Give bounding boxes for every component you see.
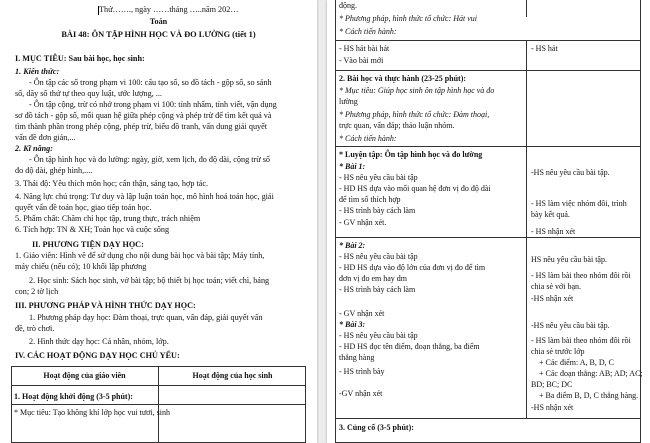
review-heading: * Luyện tập: Ôn tập hình học và đo lường <box>339 150 483 159</box>
exercise-2-student: - HS làm bài theo nhóm đôi rồi <box>531 271 631 280</box>
exercise-1-student: -HS nêu yêu cầu bài tập. <box>531 168 610 177</box>
practice-objective: lường <box>339 97 358 106</box>
warmup-method: * Phương pháp, hình thức tổ chức: Hát vui <box>339 14 478 23</box>
document-page-left <box>0 0 317 443</box>
exercise-3-student: -HS nhận xét <box>531 403 574 412</box>
exercise-3-step: - HS trình bày <box>339 367 385 376</box>
skills-line: đo độ dài, ghép hình,.... <box>15 166 93 175</box>
exercise-3-student: -HS nêu yêu cầu bài tập. <box>531 321 610 330</box>
exercise-3-label: * Bài 3: <box>339 320 366 329</box>
practice-method: trực quan, vấn đáp; thảo luận nhóm. <box>339 121 455 130</box>
attitude-line: 3. Thái độ: Yêu thích môn học; cẩn thận, sáng tạo, hợp tác. <box>15 179 209 188</box>
exercise-1-student: bày kết quả. <box>531 210 570 219</box>
table-row-divider <box>335 418 641 419</box>
col-header-teacher: Hoạt động của giáo viên <box>43 371 126 380</box>
exercise-1-student: - HS làm việc nhóm đôi, trình <box>531 199 627 208</box>
knowledge-line: - Ôn tập các số trong phạm vi 100: cấu tạo số, so đồ tách - gộp số, so sánh <box>29 78 272 87</box>
integration-line: 6. Tích hợp: TN & XH; Toán học và cuộc sống <box>15 225 170 234</box>
exercise-2-step: - HS nêu yêu cầu bài tập <box>339 252 418 261</box>
exercise-1-label: * Bài 1: <box>339 162 366 171</box>
knowledge-line: sơ đồ tách - gộp số, mối quan hệ giữa phép cộng và phép trừ để tìm kết quả và <box>15 111 272 120</box>
exercise-3-student: + Ba điểm B, D, C thẳng hàng. <box>539 391 639 400</box>
table-row-divider <box>335 70 641 71</box>
methods-heading: III. PHƯƠNG PHÁP VÀ HÌNH THỨC DẠY HỌC: <box>15 301 196 310</box>
exercise-2-student: HS nêu yêu cầu bài tập. <box>531 255 607 264</box>
warmup-teacher-step: - HS hát bài hát <box>339 44 390 53</box>
warmup-procedure-heading: * Cách tiến hành: <box>339 27 397 36</box>
knowledge-line: - Ôn tập cộng, trừ có nhớ trong phạm vi 100: tính nhẩm, tính viết, vận dụng <box>29 100 277 109</box>
knowledge-line: tìm thành phần trong phép cộng, phép trừ, biểu đồ tranh, vấn dung giải quyết <box>15 122 268 131</box>
exercise-3-student: BD; BC; DC <box>531 380 573 389</box>
practice-procedure-heading: * Cách tiến hành: <box>339 134 397 143</box>
warmup-objective: * Mục tiêu: Tạo không khí lớp học vui tươi, sinh <box>14 408 170 417</box>
knowledge-line: vấn đề đơn giản,... <box>15 133 76 142</box>
table-row-divider <box>335 237 641 238</box>
skills-heading: 2. Kĩ năng: <box>15 144 53 153</box>
materials-heading: II. PHƯƠNG TIỆN DẠY HỌC: <box>32 240 144 249</box>
table-row-divider <box>11 404 306 405</box>
exercise-3-student: - HS làm bài theo nhóm đôi rồi <box>531 336 631 345</box>
teacher-materials-line: máy chiếu (nếu có); 10 khối lập phương <box>15 262 147 271</box>
exercise-1-step: - HS nêu yêu cầu bài tập <box>339 173 418 182</box>
competence-line: quyết vấn đề toán học, giao tiếp toán học. <box>15 203 152 212</box>
competence-line: 4. Năng lực chú trọng: Tư duy và lập luận toán học, mô hình hoá toán học, giải <box>15 192 274 201</box>
knowledge-line: số, dãy số thứ tự theo quy luật, ước lượng, ... <box>15 89 162 98</box>
student-materials-line: con; 2 tờ lịch <box>15 287 59 296</box>
header-date: Thứ……., ngày ……tháng …..năm 202… <box>99 5 239 14</box>
practice-method: * Phương pháp, hình thức tổ chức: Đàm thoại, <box>339 110 490 119</box>
methods-line: đề, trò chơi. <box>15 324 55 333</box>
objective-continued: động. <box>339 1 357 10</box>
exercise-2-label: * Bài 2: <box>339 241 366 250</box>
exercise-3-step: - HS nêu yêu cầu bài tập <box>339 331 418 340</box>
student-materials-line: 2. Học sinh: Sách học sinh, vở bài tập; bộ thiết bị học toán; viết chì, bảng <box>29 276 270 285</box>
exercise-3-step: - HD HS đọc tên điểm, đoạn thẳng, ba điểm <box>339 342 480 351</box>
table-column-divider <box>526 146 527 418</box>
exercise-3-step: -GV nhận xét <box>339 389 383 398</box>
exercise-2-step: - GV nhận xét <box>339 309 385 318</box>
knowledge-heading: 1. Kiến thức: <box>15 67 60 76</box>
warmup-student-step: - HS hát <box>531 44 558 53</box>
exercise-3-step: thẳng hàng <box>339 353 375 362</box>
warmup-heading: 1. Hoạt động khởi động (3-5 phút): <box>14 392 133 401</box>
exercise-3-student: chia sẻ trước lớp <box>531 347 585 356</box>
objectives-heading: I. MỤC TIÊU: Sau bài học, học sinh: <box>15 54 145 63</box>
qualities-line: 5. Phẩm chất: Chăm chỉ học tập, trung thực, trách nhiệm <box>15 214 201 223</box>
exercise-2-student: -HS nhận xét <box>531 294 574 303</box>
activities-heading: IV. CÁC HOẠT ĐỘNG DẠY HỌC CHỦ YẾU: <box>15 351 180 360</box>
exercise-1-step: để tìm số thích hợp <box>339 195 401 204</box>
exercise-1-student: - HS nhận xét <box>531 227 576 236</box>
skills-line: - Ôn tập hình học và đo lường: ngày, giờ, xem lịch, đo độ dài, cộng trừ số <box>29 155 270 164</box>
exercise-1-step: - GV nhận xét. <box>339 218 387 227</box>
teacher-materials-line: 1. Giáo viên: Hình vẽ để sử dụng cho nội dung bài học và bài tập; Máy tính, <box>15 251 265 260</box>
exercise-2-step: - HD HS dựa vào độ lớn của đơn vị đo để tìm <box>339 263 486 272</box>
exercise-2-student: chia sẻ với bạn. <box>531 282 581 291</box>
practice-heading: 2. Bài học và thực hành (23-25 phút): <box>339 74 467 83</box>
warmup-teacher-step: - Vào bài mới <box>339 56 384 65</box>
exercise-1-step: - HD HS dựa vào mối quan hệ đơn vị đo độ dài <box>339 184 491 193</box>
exercise-2-step: đơn vị đo em hay dm <box>339 274 407 283</box>
subject-heading: Toán <box>149 17 168 26</box>
document-page-right <box>327 0 650 443</box>
exercise-3-student: + Các điểm: A, B, D, C <box>539 358 614 367</box>
exercise-3-student: + Các đoạn thẳng: AB; AD; AC; <box>539 369 643 378</box>
lesson-title: BÀI 48: ÔN TẬP HÌNH HỌC VÀ ĐO LƯỜNG (tiết 1) <box>61 30 256 39</box>
table-row-divider <box>335 146 641 147</box>
table-column-divider <box>526 40 527 146</box>
col-header-student: Hoạt động của học sinh <box>192 371 273 380</box>
practice-objective: * Mục tiêu: Giúp học sinh ôn tập hình học và đo <box>339 86 495 95</box>
exercise-2-step: - HS trình bày cách làm <box>339 285 416 294</box>
forms-line: 2. Hình thức dạy học: Cá nhân, nhóm, lớp. <box>29 337 169 346</box>
consolidation-heading: 3. Củng cố (3-5 phút): <box>339 423 414 432</box>
exercise-1-step: - HS trình bày cách làm <box>339 206 416 215</box>
methods-line: 1. Phương pháp dạy học: Đàm thoại, trực quan, vấn đáp, giải quyết vấn <box>29 313 263 322</box>
table-row-divider <box>335 40 641 41</box>
table-column-divider <box>526 0 527 17</box>
